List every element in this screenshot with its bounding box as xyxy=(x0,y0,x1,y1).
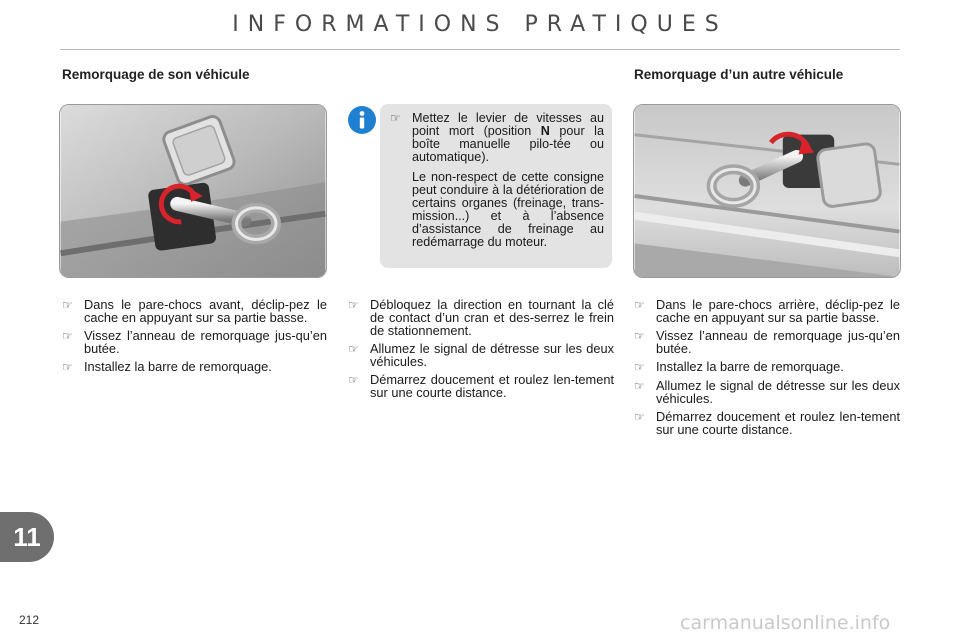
neutral-gear-warning-note xyxy=(380,104,612,268)
note-paragraph-2: Le non-respect de cette consigne peut conduire à la détérioration de certains organes (freinage, trans-mission...) et à l’absence d’assistance de freinage au redémarrage du moteur. xyxy=(412,170,604,249)
front-tow-ring-drawing xyxy=(60,105,326,277)
list-item: ☞ Installez la barre de remorquage. xyxy=(62,359,272,374)
list-item: ☞ Dans le pare-chocs arrière, déclip-pez le cache en appuyant sur sa partie basse. xyxy=(634,297,900,325)
info-icon xyxy=(348,106,376,134)
header-divider xyxy=(60,49,900,50)
rear-tow-ring-illustration xyxy=(633,104,901,278)
list-item: ☞ Dans le pare-chocs avant, déclip-pez le cache en appuyant sur sa partie basse. xyxy=(62,297,327,325)
pointing-hand-icon: ☞ xyxy=(634,329,645,343)
pointing-hand-icon: ☞ xyxy=(62,298,73,312)
pointing-hand-icon: ☞ xyxy=(634,410,645,424)
pointing-hand-icon: ☞ xyxy=(62,329,73,343)
other-vehicle-steps xyxy=(634,298,900,441)
pointing-hand-icon: ☞ xyxy=(634,298,645,312)
front-tow-ring-illustration xyxy=(59,104,327,278)
chapter-tab: 11 xyxy=(0,512,54,562)
pointing-hand-icon: ☞ xyxy=(390,111,401,125)
section-title-own-vehicle: Remorquage de son véhicule xyxy=(62,67,250,82)
page-number: 212 xyxy=(19,613,40,627)
list-item: ☞ Démarrez doucement et roulez len-tement sur une courte distance. xyxy=(634,409,900,437)
own-vehicle-steps xyxy=(62,298,327,379)
pointing-hand-icon: ☞ xyxy=(62,360,73,374)
pointing-hand-icon: ☞ xyxy=(348,342,359,356)
list-item: ☞ Vissez l’anneau de remorquage jus-qu’en butée. xyxy=(634,328,900,356)
list-item: ☞ Débloquez la direction en tournant la clé de contact d’un cran et des-serrez le frein de stationnement. xyxy=(348,297,614,338)
list-item: ☞ Allumez le signal de détresse sur les deux véhicules. xyxy=(634,378,900,406)
list-item: ☞ Allumez le signal de détresse sur les deux véhicules. xyxy=(348,341,614,369)
pointing-hand-icon: ☞ xyxy=(634,379,645,393)
section-title-other-vehicle: Remorquage d’un autre véhicule xyxy=(634,67,844,82)
pointing-hand-icon: ☞ xyxy=(348,298,359,312)
pointing-hand-icon: ☞ xyxy=(634,360,645,374)
list-item: ☞ Démarrez doucement et roulez len-tement sur une courte distance. xyxy=(348,372,614,400)
towing-procedure-steps xyxy=(348,298,614,404)
watermark: carmanualsonline.info xyxy=(680,612,891,634)
list-item: ☞ Vissez l’anneau de remorquage jus-qu’en butée. xyxy=(62,328,327,356)
page-title: INFORMATIONS PRATIQUES xyxy=(232,12,728,37)
pointing-hand-icon: ☞ xyxy=(348,373,359,387)
note-paragraph-1: Mettez le levier de vitesses au point mort (position N pour la boîte manuelle pilo-tée ou automatique). xyxy=(412,111,604,164)
rear-tow-ring-drawing xyxy=(634,105,900,277)
list-item: ☞ Installez la barre de remorquage. xyxy=(634,359,844,374)
